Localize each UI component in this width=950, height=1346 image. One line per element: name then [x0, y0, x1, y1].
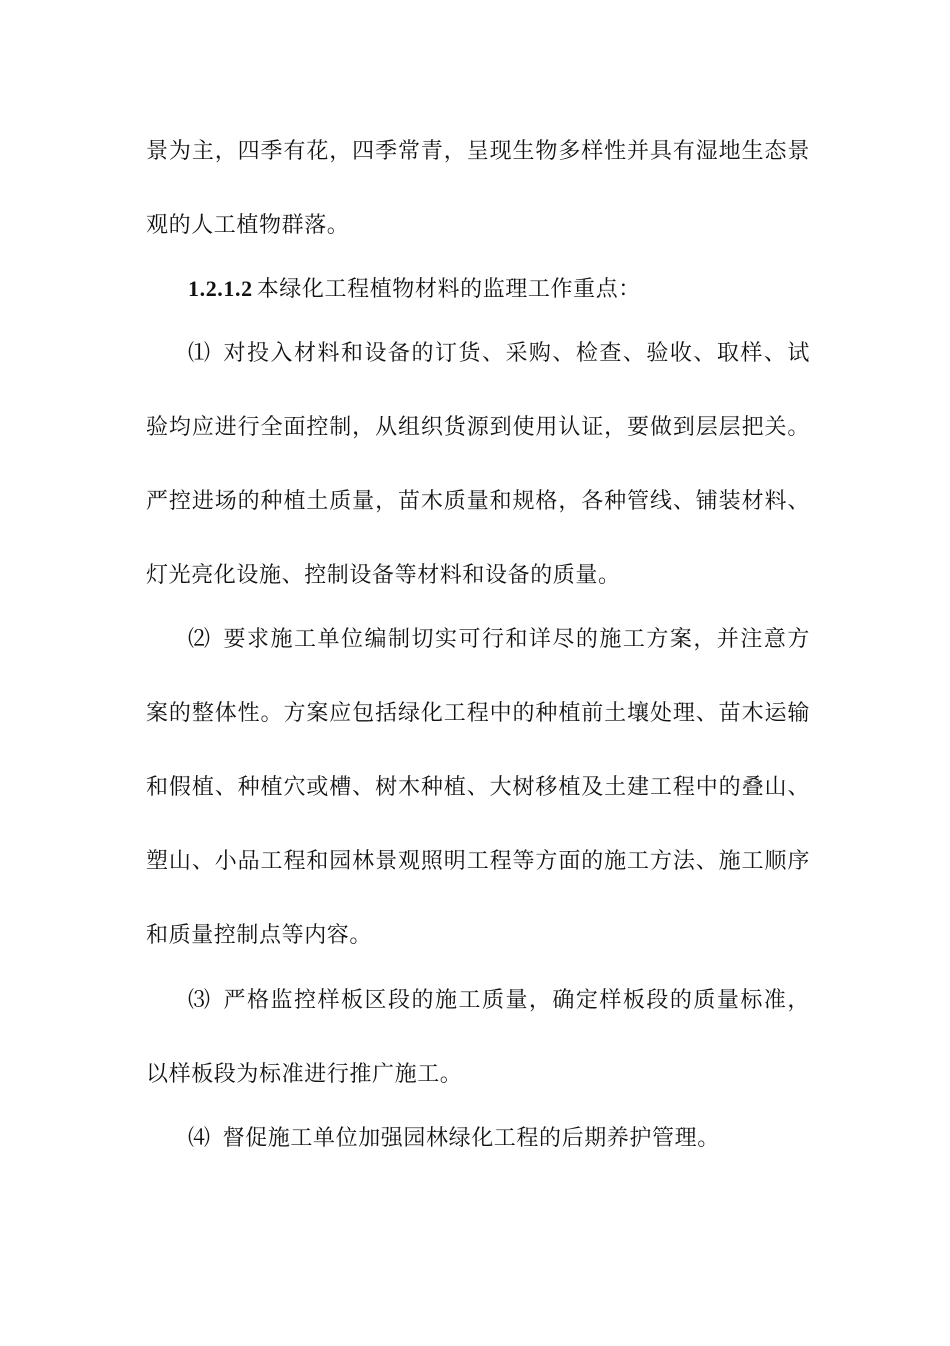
paragraph-line: 观的人工植物群落。 [146, 213, 350, 238]
list-item [188, 625, 810, 655]
section-number: 1.2.1.2 [188, 276, 253, 301]
paragraph-line: 塑山、小品工程和园林景观照明工程等方面的施工方法、施工顺序 [146, 849, 810, 874]
list-item [188, 1124, 810, 1154]
list-item [188, 339, 810, 369]
section-title: 本绿化工程植物材料的监理工作重点： [256, 277, 641, 302]
section-heading [188, 274, 810, 305]
paragraph-line: 灯光亮化设施、控制设备等材料和设备的质量。 [146, 563, 621, 588]
list-marker: ⑷ [188, 1126, 211, 1151]
paragraph-line: 和假植、种植穴或槽、树木种植、大树移植及土建工程中的叠山、 [146, 775, 810, 800]
paragraph-line: 和质量控制点等内容。 [146, 923, 373, 948]
list-item-text: 要求施工单位编制切实可行和详尽的施工方案，并注意方 [223, 627, 810, 652]
paragraph-line: 验均应进行全面控制，从组织货源到使用认证，要做到层层把关。 [146, 415, 810, 440]
list-item [188, 986, 810, 1016]
paragraph-line: 严控进场的种植土质量，苗木质量和规格，各种管线、铺装材料、 [146, 489, 810, 514]
list-item-text: 督促施工单位加强园林绿化工程的后期养护管理。 [222, 1126, 720, 1151]
paragraph-line: 案的整体性。方案应包括绿化工程中的种植前土壤处理、苗木运输 [146, 701, 810, 726]
list-marker: ⑴ [188, 341, 212, 366]
list-marker: ⑶ [188, 988, 212, 1013]
list-item-text: 严格监控样板区段的施工质量，确定样板段的质量标准， [223, 988, 810, 1013]
paragraph-line: 以样板段为标准进行推广施工。 [146, 1062, 463, 1087]
list-item-text: 对投入材料和设备的订货、采购、检查、验收、取样、试 [223, 341, 810, 366]
paragraph-line: 景为主，四季有花，四季常青，呈现生物多样性并具有湿地生态景 [146, 139, 810, 164]
list-marker: ⑵ [188, 627, 212, 652]
